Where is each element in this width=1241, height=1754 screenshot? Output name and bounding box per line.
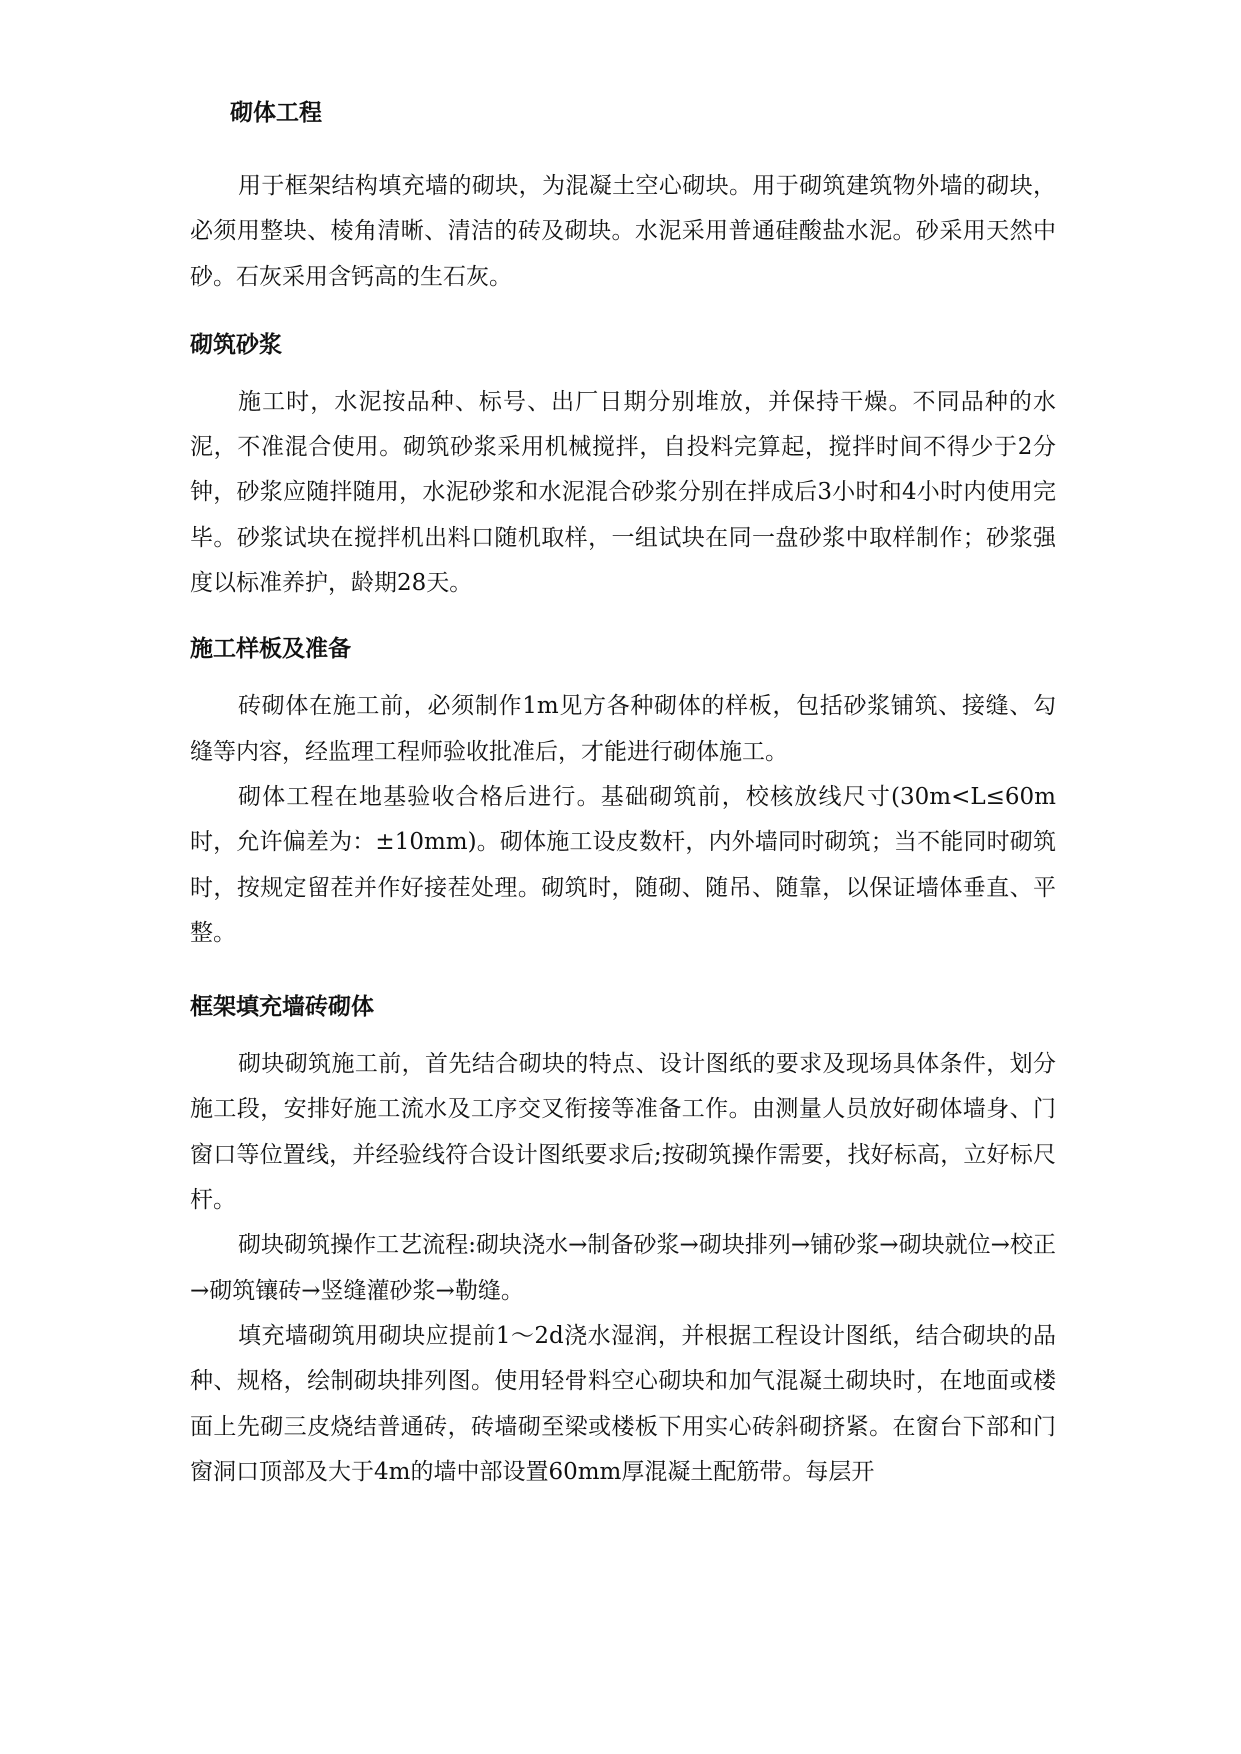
paragraph: 填充墙砌筑用砌块应提前1～2d浇水湿润，并根据工程设计图纸，结合砌块的品种、规格，绘制砌块排列图。使用轻骨料空心砌块和加气混凝土砌块时，在地面或楼面上先砌三皮烧结普通砖，砖墙砌至梁或楼板下用实心砖斜砌挤紧。在窗台下部和门窗洞口顶部及大于4m的墙中部设置60mm厚混凝土配筋带。每层开: [190, 1322, 1056, 1485]
section-heading: 框架填充墙砖砌体: [190, 994, 374, 1021]
section-infill-wall: [190, 992, 1056, 1495]
intro-section: [190, 164, 1056, 300]
section-sample-board: [190, 634, 1056, 956]
paragraph: 施工时，水泥按品种、标号、出厂日期分别堆放，并保持干燥。不同品种的水泥，不准混合使用。砌筑砂浆采用机械搅拌，自投料完算起，搅拌时间不得少于2分钟，砂浆应随拌随用，水泥砂浆和水泥混合砂浆分别在拌成后3小时和4小时内使用完毕。砂浆试块在搅拌机出料口随机取样，一组试块在同一盘砂浆中取样制作；砂浆强度以标准养护，龄期28天。: [190, 388, 1056, 597]
section-heading: 砌筑砂浆: [190, 331, 282, 358]
document-body: [190, 98, 1056, 1523]
section-mortar: [190, 330, 1056, 606]
intro-paragraph: 用于框架结构填充墙的砌块，为混凝土空心砌块。用于砌筑建筑物外墙的砌块，必须用整块、棱角清晰、清洁的砖及砌块。水泥采用普通硅酸盐水泥。砂采用天然中砂。石灰采用含钙高的生石灰。: [190, 173, 1056, 290]
paragraph: 砌体工程在地基验收合格后进行。基础砌筑前，校核放线尺寸(30m<L≤60m时，允许偏差为：±10mm)。砌体施工设皮数杆，内外墙同时砌筑；当不能同时砌筑时，按规定留茬并作好接茬处理。砌筑时，随砌、随吊、随靠，以保证墙体垂直、平整。: [190, 783, 1056, 946]
paragraph: 砌块砌筑施工前，首先结合砌块的特点、设计图纸的要求及现场具体条件，划分施工段，安排好施工流水及工序交叉衔接等准备工作。由测量人员放好砌体墙身、门窗口等位置线，并经验线符合设计图纸要求后;按砌筑操作需要，找好标高，立好标尺杆。: [190, 1051, 1056, 1214]
document-title: 砌体工程: [230, 100, 322, 126]
paragraph: 砌块砌筑操作工艺流程:砌块浇水→制备砂浆→砌块排列→铺砂浆→砌块就位→校正→砌筑镶砖→竖缝灌砂浆→勒缝。: [190, 1232, 1056, 1304]
section-heading: 施工样板及准备: [190, 636, 351, 663]
paragraph: 砖砌体在施工前，必须制作1m见方各种砌体的样板，包括砂浆铺筑、接缝、勾缝等内容，经监理工程师验收批准后，才能进行砌体施工。: [190, 693, 1056, 765]
